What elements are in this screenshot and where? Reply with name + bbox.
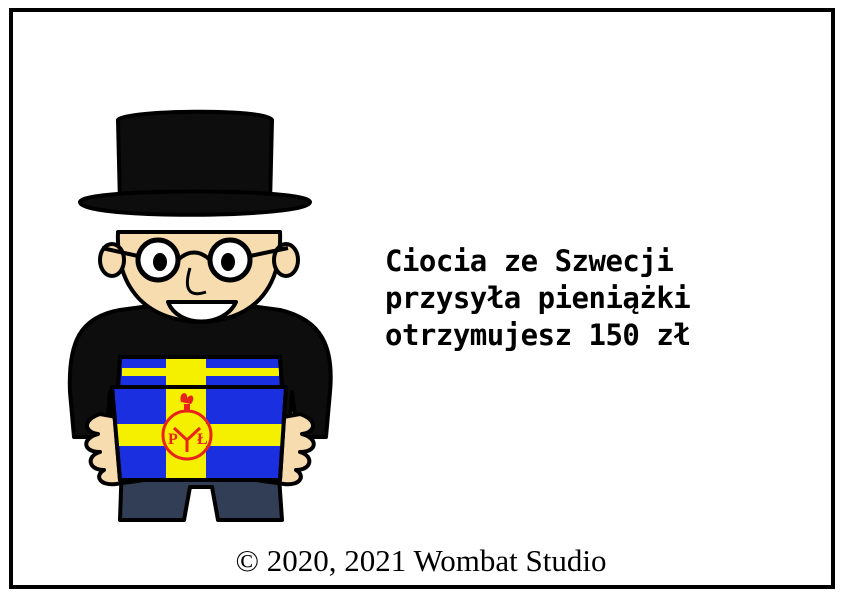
emblem-letter-right: Ł bbox=[197, 431, 208, 448]
message-line: przysyła pieniążki bbox=[385, 281, 691, 315]
top-hat bbox=[80, 112, 310, 215]
message-text bbox=[385, 243, 785, 354]
copyright-footer: © 2020, 2021 Wombat Studio bbox=[235, 543, 607, 578]
message-line: otrzymujesz 150 zł bbox=[385, 318, 691, 352]
gift-box bbox=[112, 357, 286, 480]
emblem-letter-left: P bbox=[168, 431, 178, 448]
uncle-character bbox=[60, 92, 340, 532]
message-line: Ciocia ze Szwecji bbox=[385, 244, 674, 278]
